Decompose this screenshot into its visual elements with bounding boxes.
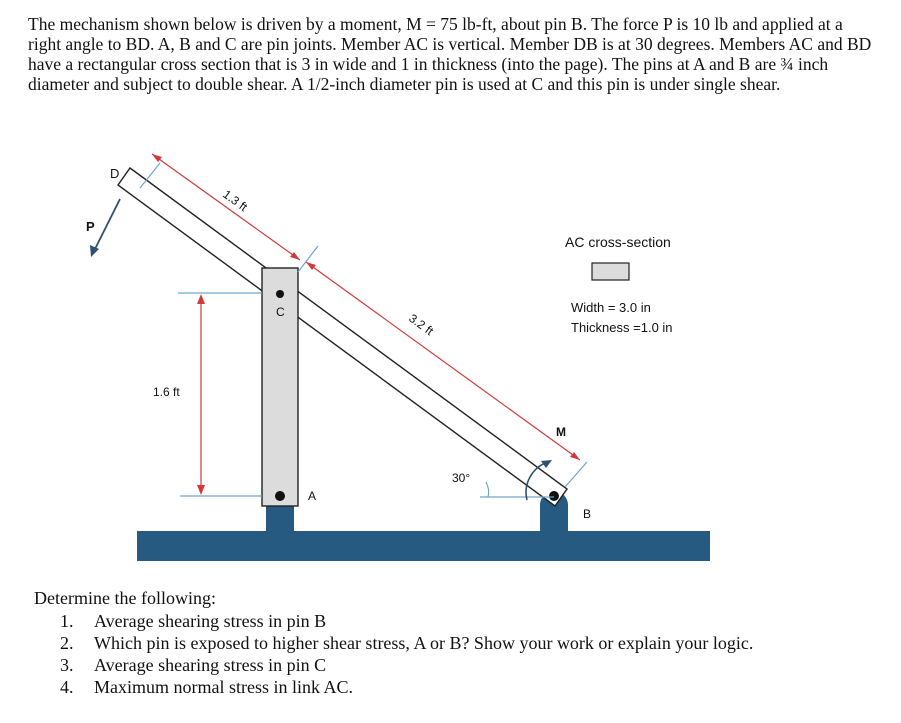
mechanism-diagram (0, 140, 901, 570)
dim-ac (178, 293, 262, 496)
label-p: P (86, 219, 95, 234)
label-m: M (556, 425, 566, 439)
cross-section-width: Width = 3.0 in (571, 300, 651, 315)
link-ac (262, 268, 298, 506)
cross-section-panel (565, 234, 673, 335)
pin-c (276, 290, 284, 298)
ground-base (137, 531, 710, 561)
question-item: 4. Maximum normal stress in link AC. (60, 677, 353, 697)
question-item: 2. Which pin is exposed to higher shear stress, A or B? Show your work or explain your logic. (60, 633, 754, 653)
dim-ac-label: 1.6 ft (153, 385, 180, 399)
cross-section-title: AC cross-section (565, 234, 671, 250)
label-b: B (583, 507, 592, 521)
label-a: A (308, 489, 317, 503)
questions-intro: Determine the following: (34, 588, 216, 608)
dim-cb-label: 3.2 ft (406, 311, 437, 339)
link-bd (118, 168, 567, 506)
label-d: D (110, 166, 120, 181)
question-item: 3. Average shearing stress in pin C (60, 655, 327, 675)
problem-text: The mechanism shown below is driven by a moment, M = 75 lb-ft, about pin B. The force P is 10 lb and applied at a right angle to BD. A, B and C are pin joints. Member AC is vertical. Member DB is at 30 degrees. Members AC and BD have a rectangular cross section that is 3 in wide and 1 in thickness (into the page). The pins at A and B are ¾ inch diameter and subject to double shear. A 1/2-inch diameter pin is used at C and this pin is under single shear. (28, 14, 872, 94)
dim-cb (306, 262, 580, 460)
question-item: 1. Average shearing stress in pin B (60, 611, 327, 631)
angle-label: 30° (452, 471, 471, 485)
problem-statement (28, 14, 878, 94)
cross-section-thickness: Thickness =1.0 in (571, 320, 673, 335)
cross-section-shape (592, 263, 629, 280)
questions-list (60, 610, 753, 698)
pin-a (275, 491, 285, 501)
angle-arc (486, 482, 489, 497)
pin-b (549, 491, 559, 501)
dim-dc-label: 1.3 ft (220, 187, 251, 215)
label-c: C (276, 305, 285, 319)
